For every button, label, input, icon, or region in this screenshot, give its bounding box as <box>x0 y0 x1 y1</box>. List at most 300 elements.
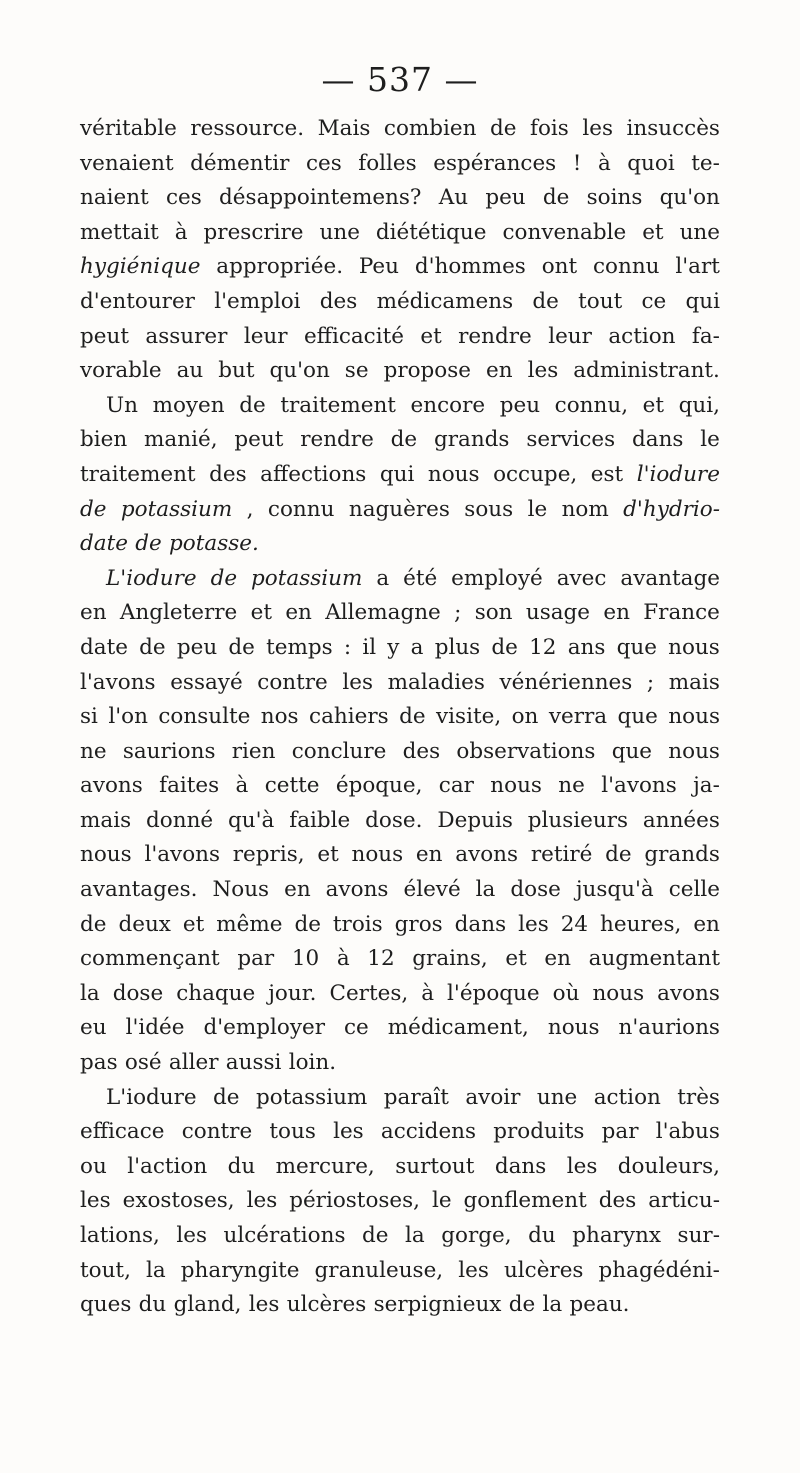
word: repris, <box>232 842 305 868</box>
word: des <box>402 738 441 764</box>
word: gonflement <box>463 1188 587 1214</box>
word: fa- <box>691 323 720 349</box>
word: du <box>138 1292 167 1318</box>
word: les <box>176 1223 208 1248</box>
word: observations <box>456 738 596 764</box>
word: Allemagne <box>325 600 441 626</box>
word: avons <box>80 773 143 799</box>
word: la <box>145 1257 166 1283</box>
text-line <box>80 977 720 1012</box>
word: dose <box>510 877 561 903</box>
word: les <box>518 911 549 937</box>
text-line <box>80 631 720 666</box>
word: ce <box>344 1015 369 1041</box>
word: eu <box>80 1015 107 1041</box>
word: usage <box>525 600 591 626</box>
text-line <box>80 1011 720 1046</box>
word: soins <box>586 185 643 211</box>
word: en <box>603 600 630 626</box>
word: traitement <box>280 392 396 418</box>
text-line <box>80 493 720 528</box>
word: les <box>527 358 559 384</box>
word: de <box>213 1084 240 1110</box>
word: plusieurs <box>527 807 629 833</box>
text-line <box>80 458 720 493</box>
word: produits <box>493 1119 585 1145</box>
word: Un <box>106 392 138 418</box>
word: désappointemens? <box>219 185 422 211</box>
italic-word: l'iodure <box>636 461 720 487</box>
word: nous <box>490 773 542 799</box>
word: de <box>490 116 517 141</box>
word: mettait <box>80 219 159 245</box>
word: et <box>505 946 527 972</box>
word: peut <box>80 323 129 349</box>
text-line <box>80 389 720 424</box>
word: 12 <box>367 946 395 972</box>
word: de <box>139 634 166 660</box>
word: 10 <box>291 946 320 972</box>
word: est <box>590 461 624 487</box>
word: des <box>319 288 358 314</box>
word: quoi <box>627 150 675 176</box>
word: pas <box>80 1050 118 1076</box>
word: ; <box>646 669 655 695</box>
word: grands <box>644 842 720 868</box>
word: de <box>542 185 570 211</box>
text-line <box>80 147 720 182</box>
word: , <box>246 496 254 522</box>
word: Angleterre <box>119 600 238 626</box>
word: où <box>552 980 580 1006</box>
word: consulte <box>158 704 251 730</box>
word: de <box>399 704 426 730</box>
text-line <box>80 527 720 562</box>
word: qui <box>379 461 415 487</box>
word: pharynx <box>572 1223 662 1248</box>
word: mais <box>80 807 132 833</box>
word: cette <box>264 773 320 799</box>
text-line <box>80 181 720 216</box>
word: commençant <box>80 946 220 972</box>
word: en <box>486 358 513 384</box>
word: connu, <box>554 392 629 418</box>
text-line <box>80 1081 720 1116</box>
word: rendre <box>300 427 374 453</box>
word: leur <box>243 323 288 349</box>
word: Peu <box>358 254 399 280</box>
word: administrant. <box>573 358 720 384</box>
word: te- <box>691 150 720 176</box>
word: une <box>536 1084 578 1110</box>
text-line <box>80 562 720 597</box>
word: avec <box>556 565 607 591</box>
italic-word: L'iodure <box>106 565 197 591</box>
word: une <box>679 219 720 245</box>
word: ou <box>80 1153 107 1179</box>
word: employé <box>451 565 543 591</box>
text-line <box>80 354 720 389</box>
word: avantage <box>620 565 720 591</box>
word: prescrire <box>203 219 304 245</box>
text-line <box>80 873 720 908</box>
word: nous <box>80 842 132 868</box>
word: nous <box>592 980 645 1006</box>
word: nous <box>668 704 720 730</box>
word: avons <box>455 842 519 868</box>
word: efficace <box>80 1119 165 1145</box>
word: ces <box>166 185 202 211</box>
word: dose. <box>365 807 423 833</box>
word: moyen <box>152 392 225 418</box>
word: avoir <box>465 1084 521 1110</box>
word: nous <box>547 1015 600 1041</box>
text-line <box>80 700 720 735</box>
word: temps <box>266 634 333 660</box>
word: l'abus <box>655 1119 720 1145</box>
text-line <box>80 1046 720 1081</box>
word: la <box>542 1292 563 1318</box>
word: nous <box>351 842 404 868</box>
word: de <box>362 1223 389 1248</box>
word: peu <box>485 185 526 211</box>
word: que <box>616 634 657 660</box>
word: les <box>246 1188 278 1214</box>
word: sous <box>464 496 514 522</box>
word: action <box>608 323 676 349</box>
page-number: — 537 — <box>321 60 479 99</box>
word: de <box>532 288 559 314</box>
word: très <box>677 1084 720 1110</box>
word: peau. <box>569 1292 630 1318</box>
word: ulcères <box>503 1257 584 1283</box>
text-line <box>80 942 720 977</box>
word: nom <box>561 496 609 522</box>
word: mais <box>668 669 720 695</box>
word: peu <box>499 392 541 418</box>
word: peu <box>176 634 218 660</box>
word: l'avons <box>144 842 221 868</box>
word: de <box>390 427 418 453</box>
word: le <box>700 427 720 453</box>
word: combien <box>383 116 477 141</box>
word: en <box>284 877 311 903</box>
word: tous <box>269 1119 316 1145</box>
word: L'iodure <box>106 1084 197 1110</box>
word: l'avons <box>80 669 156 695</box>
word: à <box>235 773 249 799</box>
word: sur- <box>677 1223 720 1248</box>
word: l'on <box>108 704 148 730</box>
word: rendre <box>458 323 532 349</box>
word: démentir <box>190 150 290 176</box>
word: ont <box>541 254 578 280</box>
word: aller <box>168 1050 219 1076</box>
word: but <box>218 358 255 384</box>
word: médicament, <box>387 1015 529 1041</box>
text-line <box>80 1219 720 1254</box>
word: été <box>403 565 438 591</box>
word: heures, <box>600 911 682 937</box>
word: nos <box>260 704 299 730</box>
word: affections <box>260 461 367 487</box>
word: granuleuse, <box>314 1257 444 1283</box>
word: potassium <box>255 1084 368 1110</box>
word: faible <box>289 807 351 833</box>
word: d'hommes <box>414 254 526 280</box>
text-line <box>80 666 720 701</box>
word: d'employer <box>203 1015 325 1041</box>
italic-word: de <box>135 531 162 557</box>
word: nous <box>668 634 720 660</box>
word: à <box>336 946 350 972</box>
word: médicamens <box>376 288 514 314</box>
word: grains, <box>412 946 488 972</box>
word: années <box>642 807 720 833</box>
word: les <box>248 1292 280 1318</box>
word: de <box>294 911 321 937</box>
word: naguères <box>348 496 450 522</box>
word: rien <box>231 738 276 764</box>
word: avons <box>657 980 720 1006</box>
word: nous <box>427 461 480 487</box>
text-line <box>80 1184 720 1219</box>
word: lations, <box>80 1223 160 1248</box>
word: l'idée <box>125 1015 185 1041</box>
word: des <box>598 1188 637 1214</box>
word: l'avons <box>601 773 677 799</box>
word: occupe, <box>493 461 578 487</box>
word: ulcères <box>286 1292 367 1318</box>
word: et <box>420 323 442 349</box>
word: paraît <box>383 1084 449 1110</box>
word: fois <box>530 116 569 141</box>
word: dans <box>632 427 684 453</box>
word: qui <box>685 288 720 314</box>
word: essayé <box>170 669 243 695</box>
word: de <box>491 634 518 660</box>
word: connu <box>267 496 335 522</box>
word: même <box>216 911 283 937</box>
word: la <box>475 877 496 903</box>
word: naient <box>80 185 149 211</box>
word: qui, <box>678 392 720 418</box>
word: en <box>80 600 107 626</box>
word: de <box>508 1292 536 1318</box>
word: celle <box>668 877 720 903</box>
text-line <box>80 908 720 943</box>
word: peut <box>234 427 284 453</box>
word: les <box>566 1153 598 1179</box>
word: services <box>526 427 616 453</box>
word: une <box>319 219 360 245</box>
word: ne <box>80 738 107 764</box>
word: la <box>405 1223 425 1248</box>
word: en <box>285 600 312 626</box>
word: gros <box>394 911 443 937</box>
word: ressource. <box>190 116 305 141</box>
word: il <box>362 634 377 660</box>
word: exostoses, <box>122 1188 235 1214</box>
word: a <box>376 565 390 591</box>
word: et <box>642 219 664 245</box>
word: connu <box>593 254 660 280</box>
word: traitement <box>80 461 196 487</box>
word: gorge, <box>441 1223 512 1248</box>
word: maladies <box>387 669 485 695</box>
word: osé <box>124 1050 162 1076</box>
word: qu'à <box>228 807 275 833</box>
word: 12 <box>529 634 557 660</box>
text-line <box>80 112 720 147</box>
word: venaient <box>80 150 174 176</box>
text-line <box>80 838 720 873</box>
word: efficacité <box>303 323 404 349</box>
italic-word: potassium <box>120 496 233 522</box>
word: contre <box>181 1119 253 1145</box>
word: trois <box>332 911 383 937</box>
word: on <box>511 704 539 730</box>
word: les <box>333 1119 364 1145</box>
word: du <box>528 1223 556 1248</box>
word: bien <box>80 427 128 453</box>
word: qu'on <box>659 185 720 211</box>
word: date <box>80 634 128 660</box>
word: vorable <box>80 358 162 384</box>
word: la <box>80 980 100 1006</box>
word: l'art <box>675 254 720 280</box>
word: dans <box>454 911 507 937</box>
word: encore <box>410 392 486 418</box>
word: surtout <box>395 1153 475 1179</box>
word: plus <box>434 634 481 660</box>
word: ans <box>567 634 606 660</box>
word: pharyngite <box>180 1257 300 1283</box>
word: à <box>421 980 435 1006</box>
word: en <box>693 911 720 937</box>
word: saurions <box>122 738 216 764</box>
word: de <box>80 911 107 937</box>
word: périostoses, <box>289 1188 421 1214</box>
word: se <box>344 358 369 384</box>
word: par <box>601 1119 639 1145</box>
word: douleurs, <box>617 1153 720 1179</box>
word: le <box>431 1188 452 1214</box>
word: appropriée. <box>216 254 344 280</box>
word: vénériennes <box>499 669 633 695</box>
word: à <box>174 219 188 245</box>
text-line <box>80 285 720 320</box>
text-line <box>80 1254 720 1289</box>
word: Mais <box>317 116 371 141</box>
word: à <box>597 150 611 176</box>
word: tout, <box>80 1257 131 1283</box>
word: articu- <box>648 1188 720 1214</box>
word: leur <box>548 323 592 349</box>
word: ques <box>80 1292 132 1318</box>
body-text <box>80 112 720 1323</box>
word: retiré <box>530 842 593 868</box>
word: les <box>342 669 374 695</box>
word: ; <box>454 600 462 626</box>
word: de <box>605 842 632 868</box>
word: son <box>474 600 513 626</box>
text-line <box>80 735 720 770</box>
italic-word: de <box>80 496 107 522</box>
word: jusqu'à <box>575 877 654 903</box>
word: l'époque <box>447 980 540 1006</box>
text-line <box>80 1288 720 1323</box>
word: serpignieux <box>373 1292 502 1318</box>
word: et <box>182 911 205 937</box>
word: nous <box>668 738 720 764</box>
word: dose <box>112 980 164 1006</box>
word: gland, <box>173 1292 242 1318</box>
word: si <box>80 704 98 730</box>
word: époque, <box>335 773 423 799</box>
word: élevé <box>403 877 461 903</box>
word: y <box>387 634 400 660</box>
italic-word: date <box>80 531 128 557</box>
word: folles <box>358 150 417 176</box>
italic-word: hygiénique <box>80 254 201 280</box>
word: et <box>642 392 665 418</box>
text-line <box>80 769 720 804</box>
italic-word: potassium <box>251 565 363 591</box>
italic-word: de <box>210 565 238 591</box>
word: France <box>643 600 720 626</box>
word: de <box>228 634 255 660</box>
word: qu'on <box>269 358 330 384</box>
text-line <box>80 596 720 631</box>
word: l'emploi <box>214 288 301 314</box>
word: visite, <box>436 704 502 730</box>
word: phagédéni- <box>598 1257 720 1283</box>
text-line <box>80 804 720 839</box>
text-line <box>80 423 720 458</box>
word: insuccès <box>626 116 720 141</box>
word: les <box>582 116 613 141</box>
word: jour. <box>268 980 317 1006</box>
word: par <box>237 946 275 972</box>
word: augmentant <box>588 946 720 972</box>
word: accidens <box>380 1119 477 1145</box>
word: dans <box>494 1153 547 1179</box>
word: chaque <box>176 980 256 1006</box>
word: Au <box>438 185 469 211</box>
word: espérances <box>433 150 557 176</box>
word: a <box>410 634 424 660</box>
word: avantages. <box>80 877 198 903</box>
word: ne <box>558 773 585 799</box>
word: loin. <box>288 1050 337 1076</box>
word: car <box>438 773 474 799</box>
text-line <box>80 216 720 251</box>
word: d'entourer <box>80 288 195 314</box>
word: 24 <box>560 911 589 937</box>
word: verra <box>548 704 608 730</box>
word: ulcérations <box>223 1223 346 1248</box>
word: véritable <box>80 116 177 141</box>
word: au <box>176 358 204 384</box>
word: que <box>611 738 653 764</box>
text-line <box>80 1115 720 1150</box>
word: ! <box>572 150 582 176</box>
italic-word: potasse. <box>169 531 259 557</box>
word: propose <box>383 358 472 384</box>
word: des <box>209 461 247 487</box>
word: contre <box>257 669 328 695</box>
